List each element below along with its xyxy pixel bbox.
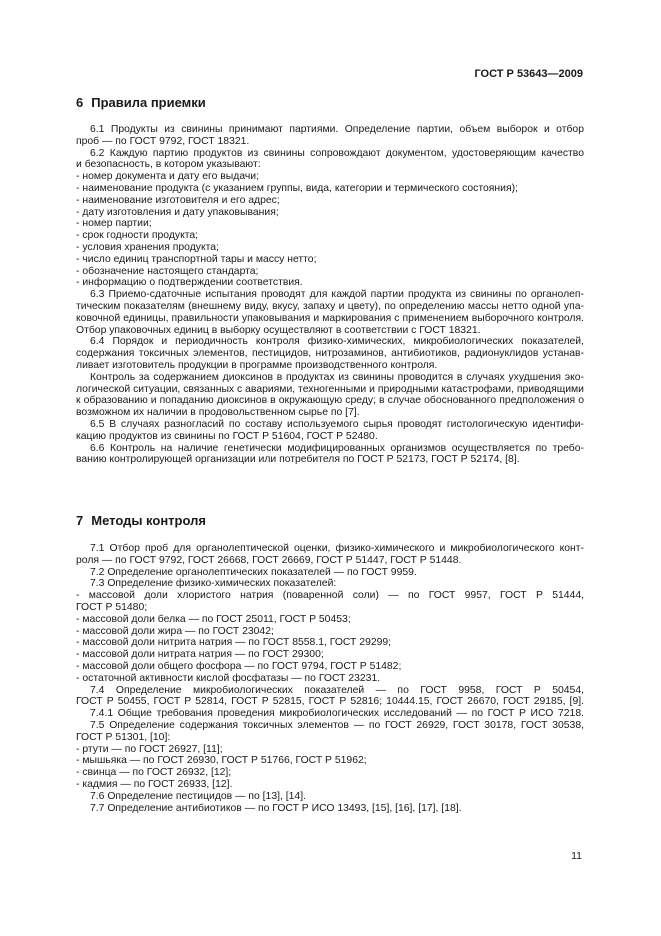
list-item: - информацию о подтверждении соответствия.	[76, 277, 303, 289]
text-line: Контроль за содержанием диоксинов в продуктах из свинины проводится в случаях ухудшения эко-	[90, 371, 584, 383]
text-line: 6.5 В случаях разногласий по составу используемого сырья проводят гистологическую идентифи-	[90, 418, 584, 430]
text-line: ванию контролирующей организации или потребителя по ГОСТ Р 52173, ГОСТ Р 52174, [8].	[76, 454, 520, 466]
list-item: - массовой доли нитрита натрия — по ГОСТ 8558.1, ГОСТ 29299;	[76, 637, 392, 649]
document-header: ГОСТ Р 53643—2009	[474, 68, 583, 80]
text-line: ковочной единицы, правильности упаковывания и маркирования с применением выборочного контроля.	[76, 312, 584, 324]
page-number: 11	[571, 850, 582, 862]
text-line: кацию продуктов из свинины по ГОСТ Р 51604, ГОСТ Р 52480.	[76, 430, 378, 442]
list-item: - число единиц транспортной тары и массу нетто;	[76, 253, 317, 265]
text-line: возможном их наличии в продовольственном сырье по [7].	[76, 407, 360, 419]
text-line: ГОСТ Р 50455, ГОСТ Р 52814, ГОСТ Р 52815, ГОСТ Р 52816; 10444.15, ГОСТ 26670, ГОСТ 29185, [9].	[76, 696, 584, 708]
text-line: логической ситуации, связанных с авариями, техногенными и природными катастрофами, приводящими	[76, 383, 584, 395]
text-line: ГОСТ Р 51480;	[76, 601, 148, 613]
text-line: ливает изготовитель продукции в программе производственного контроля.	[76, 359, 438, 371]
list-item: - массовой доли белка — по ГОСТ 25011, ГОСТ Р 50453;	[76, 613, 351, 625]
section-title: Методы контроля	[91, 513, 206, 528]
text-line: проб — по ГОСТ 9792, ГОСТ 18321.	[76, 135, 250, 147]
list-item: - массовой доли общего фосфора — по ГОСТ 9794, ГОСТ Р 51482;	[76, 660, 402, 672]
list-item: - условия хранения продукта;	[76, 241, 219, 253]
text-line: ГОСТ Р 51301, [10]:	[76, 731, 171, 743]
text-line: Отбор упаковочных единиц в выборку осуществляют в соответствии с ГОСТ 18321.	[76, 324, 481, 336]
section-title: Правила приемки	[91, 95, 206, 110]
list-item: - наименование продукта (с указанием группы, вида, категории и термического состояния);	[76, 182, 518, 194]
text-line: 6.2 Каждую партию продуктов из свинины сопровождают документом, удостоверяющим качество	[90, 147, 584, 159]
text-line: 7.4.1 Общие требования проведения микробиологических исследований — по ГОСТ Р ИСО 7218.	[90, 708, 584, 720]
list-item: - номер партии;	[76, 218, 152, 230]
section-6-body	[76, 124, 584, 466]
text-line: 7.4 Определение микробиологических показателей — по ГОСТ 9958, ГОСТ Р 50454,	[90, 684, 584, 696]
list-item: - номер документа и дату его выдачи;	[76, 171, 259, 183]
text-line: 6.1 Продукты из свинины принимают партиями. Определение партии, объем выборок и отбор	[90, 124, 584, 135]
list-item: - мышьяка — по ГОСТ 26930, ГОСТ Р 51766, ГОСТ Р 51962;	[76, 755, 367, 767]
section-7-heading	[76, 513, 206, 528]
section-6-heading	[76, 95, 206, 110]
list-item: - дату изготовления и дату упаковывания;	[76, 206, 279, 218]
text-line: к образованию и попаданию диоксинов в окружающую среду; в случае обоснованного предположения о	[76, 395, 584, 407]
text-line: роля — по ГОСТ 9792, ГОСТ 26668, ГОСТ 26669, ГОСТ Р 51447, ГОСТ Р 51448.	[76, 554, 462, 566]
list-item: - наименование изготовителя и его адрес;	[76, 194, 280, 206]
section-number: 6	[76, 95, 84, 110]
list-item: - массовой доли нитрата натрия — по ГОСТ 29300;	[76, 649, 324, 661]
text-line: 7.3 Определение физико-химических показателей:	[90, 578, 337, 590]
list-item: - массовой доли хлористого натрия (поваренной соли) — по ГОСТ 9957, ГОСТ Р 51444,	[76, 590, 584, 602]
text-line: 7.2 Определение органолептических показателей — по ГОСТ 9959.	[90, 566, 417, 578]
text-line: 6.4 Порядок и периодичность контроля физико-химических, микробиологических показателей,	[90, 336, 584, 348]
text-line: 6.3 Приемо-сдаточные испытания проводят для каждой партии продукта из свинины по органолеп-	[90, 289, 584, 301]
list-item: - кадмия — по ГОСТ 26933, [12].	[76, 778, 233, 790]
list-item: - обозначение настоящего стандарта;	[76, 265, 259, 277]
text-line: 7.7 Определение антибиотиков — по ГОСТ Р ИСО 13493, [15], [16], [17], [18].	[90, 802, 462, 814]
text-line: 6.6 Контроль на наличие генетически модифицированных организмов осуществляется по требо-	[90, 442, 584, 454]
text-line: содержания токсичных элементов, пестицидов, нитрозаминов, антибиотиков, радионуклидов устанав-	[76, 348, 584, 360]
list-item: - ртути — по ГОСТ 26927, [11];	[76, 743, 223, 755]
list-item: - срок годности продукта;	[76, 230, 199, 242]
text-line: тическим показателям (внешнему виду, вкусу, запаху и цвету), по определению массы нетто одной упа-	[76, 300, 584, 312]
text-line: и безопасность, в котором указывают:	[76, 159, 261, 171]
text-line: 7.1 Отбор проб для органолептической оценки, физико-химического и микробиологического конт-	[90, 543, 584, 554]
list-item: - массовой доли жира — по ГОСТ 23042;	[76, 625, 274, 637]
section-number: 7	[76, 513, 84, 528]
section-7-body	[76, 543, 584, 814]
text-line: 7.6 Определение пестицидов — по [13], [14].	[90, 790, 306, 802]
list-item: - остаточной активности кислой фосфатазы — по ГОСТ 23231.	[76, 672, 381, 684]
list-item: - свинца — по ГОСТ 26932, [12];	[76, 767, 232, 779]
text-line: 7.5 Определение содержания токсичных элементов — по ГОСТ 26929, ГОСТ 30178, ГОСТ 30538,	[90, 719, 584, 731]
